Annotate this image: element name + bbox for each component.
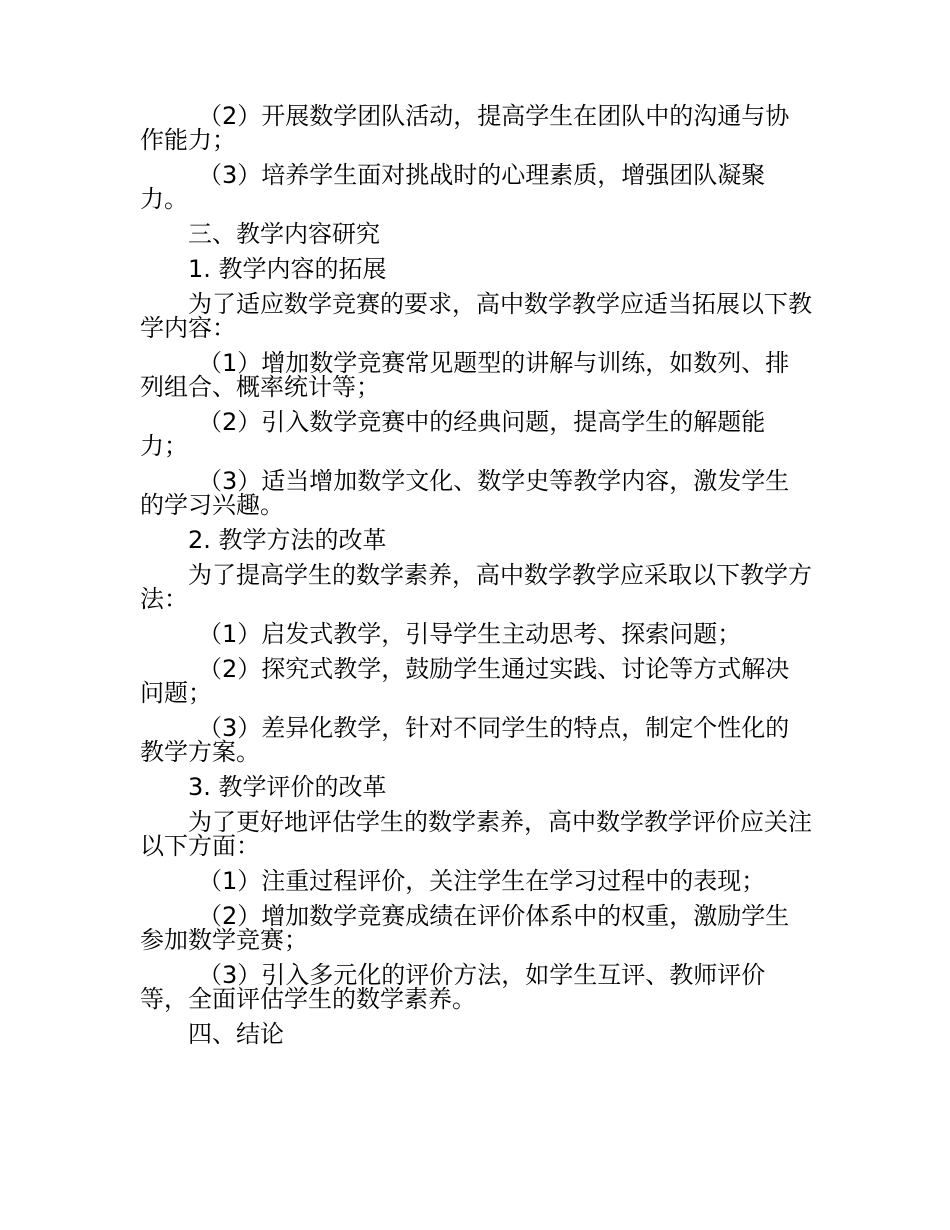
- paragraph-evaluation-reform: 为了更好地评估学生的数学素养，高中数学教学评价应关注以下方面：: [140, 808, 812, 860]
- paragraph-item-3-diverse-methods: （3）引入多元化的评价方法，如学生互评、教师评价等，全面评估学生的数学素养。: [140, 961, 766, 1013]
- document-body: [140, 104, 812, 1057]
- paragraph-item-1-process-evaluation: （1）注重过程评价，关注学生在学习过程中的表现；: [198, 867, 766, 895]
- paragraph-item-3-psychology: （3）培养学生面对挑战时的心理素质，增强团队凝聚力。: [140, 161, 766, 213]
- paragraph-item-3-math-culture: （3）适当增加数学文化、数学史等教学内容，激发学生的学习兴趣。: [140, 467, 790, 519]
- subsection-heading-3: 3. 教学评价的改革: [188, 773, 387, 801]
- paragraph-item-2-classic-problems: （2）引入数学竞赛中的经典问题，提高学生的解题能力；: [140, 408, 766, 460]
- paragraph-content-expansion: 为了适应数学竞赛的要求，高中数学教学应适当拓展以下教学内容：: [140, 290, 812, 342]
- section-heading-3: 三、教学内容研究: [188, 220, 380, 248]
- section-heading-4: 四、结论: [188, 1020, 284, 1048]
- subsection-heading-2: 2. 教学方法的改革: [188, 526, 387, 554]
- paragraph-method-reform: 为了提高学生的数学素养，高中数学教学应采取以下教学方法：: [140, 561, 812, 613]
- paragraph-item-3-differentiated: （3）差异化教学，针对不同学生的特点，制定个性化的教学方案。: [140, 714, 790, 766]
- paragraph-item-2-competition-weight: （2）增加数学竞赛成绩在评价体系中的权重，激励学生参加数学竞赛；: [140, 902, 790, 954]
- paragraph-item-1-heuristic: （1）启发式教学，引导学生主动思考、探索问题；: [198, 620, 742, 648]
- paragraph-item-1-problem-types: （1）增加数学竞赛常见题型的讲解与训练，如数列、排列组合、概率统计等；: [140, 349, 790, 401]
- subsection-heading-1: 1. 教学内容的拓展: [188, 255, 387, 283]
- paragraph-item-2-inquiry: （2）探究式教学，鼓励学生通过实践、讨论等方式解决问题；: [140, 655, 790, 707]
- paragraph-item-2-teamwork: （2）开展数学团队活动，提高学生在团队中的沟通与协作能力；: [140, 102, 790, 154]
